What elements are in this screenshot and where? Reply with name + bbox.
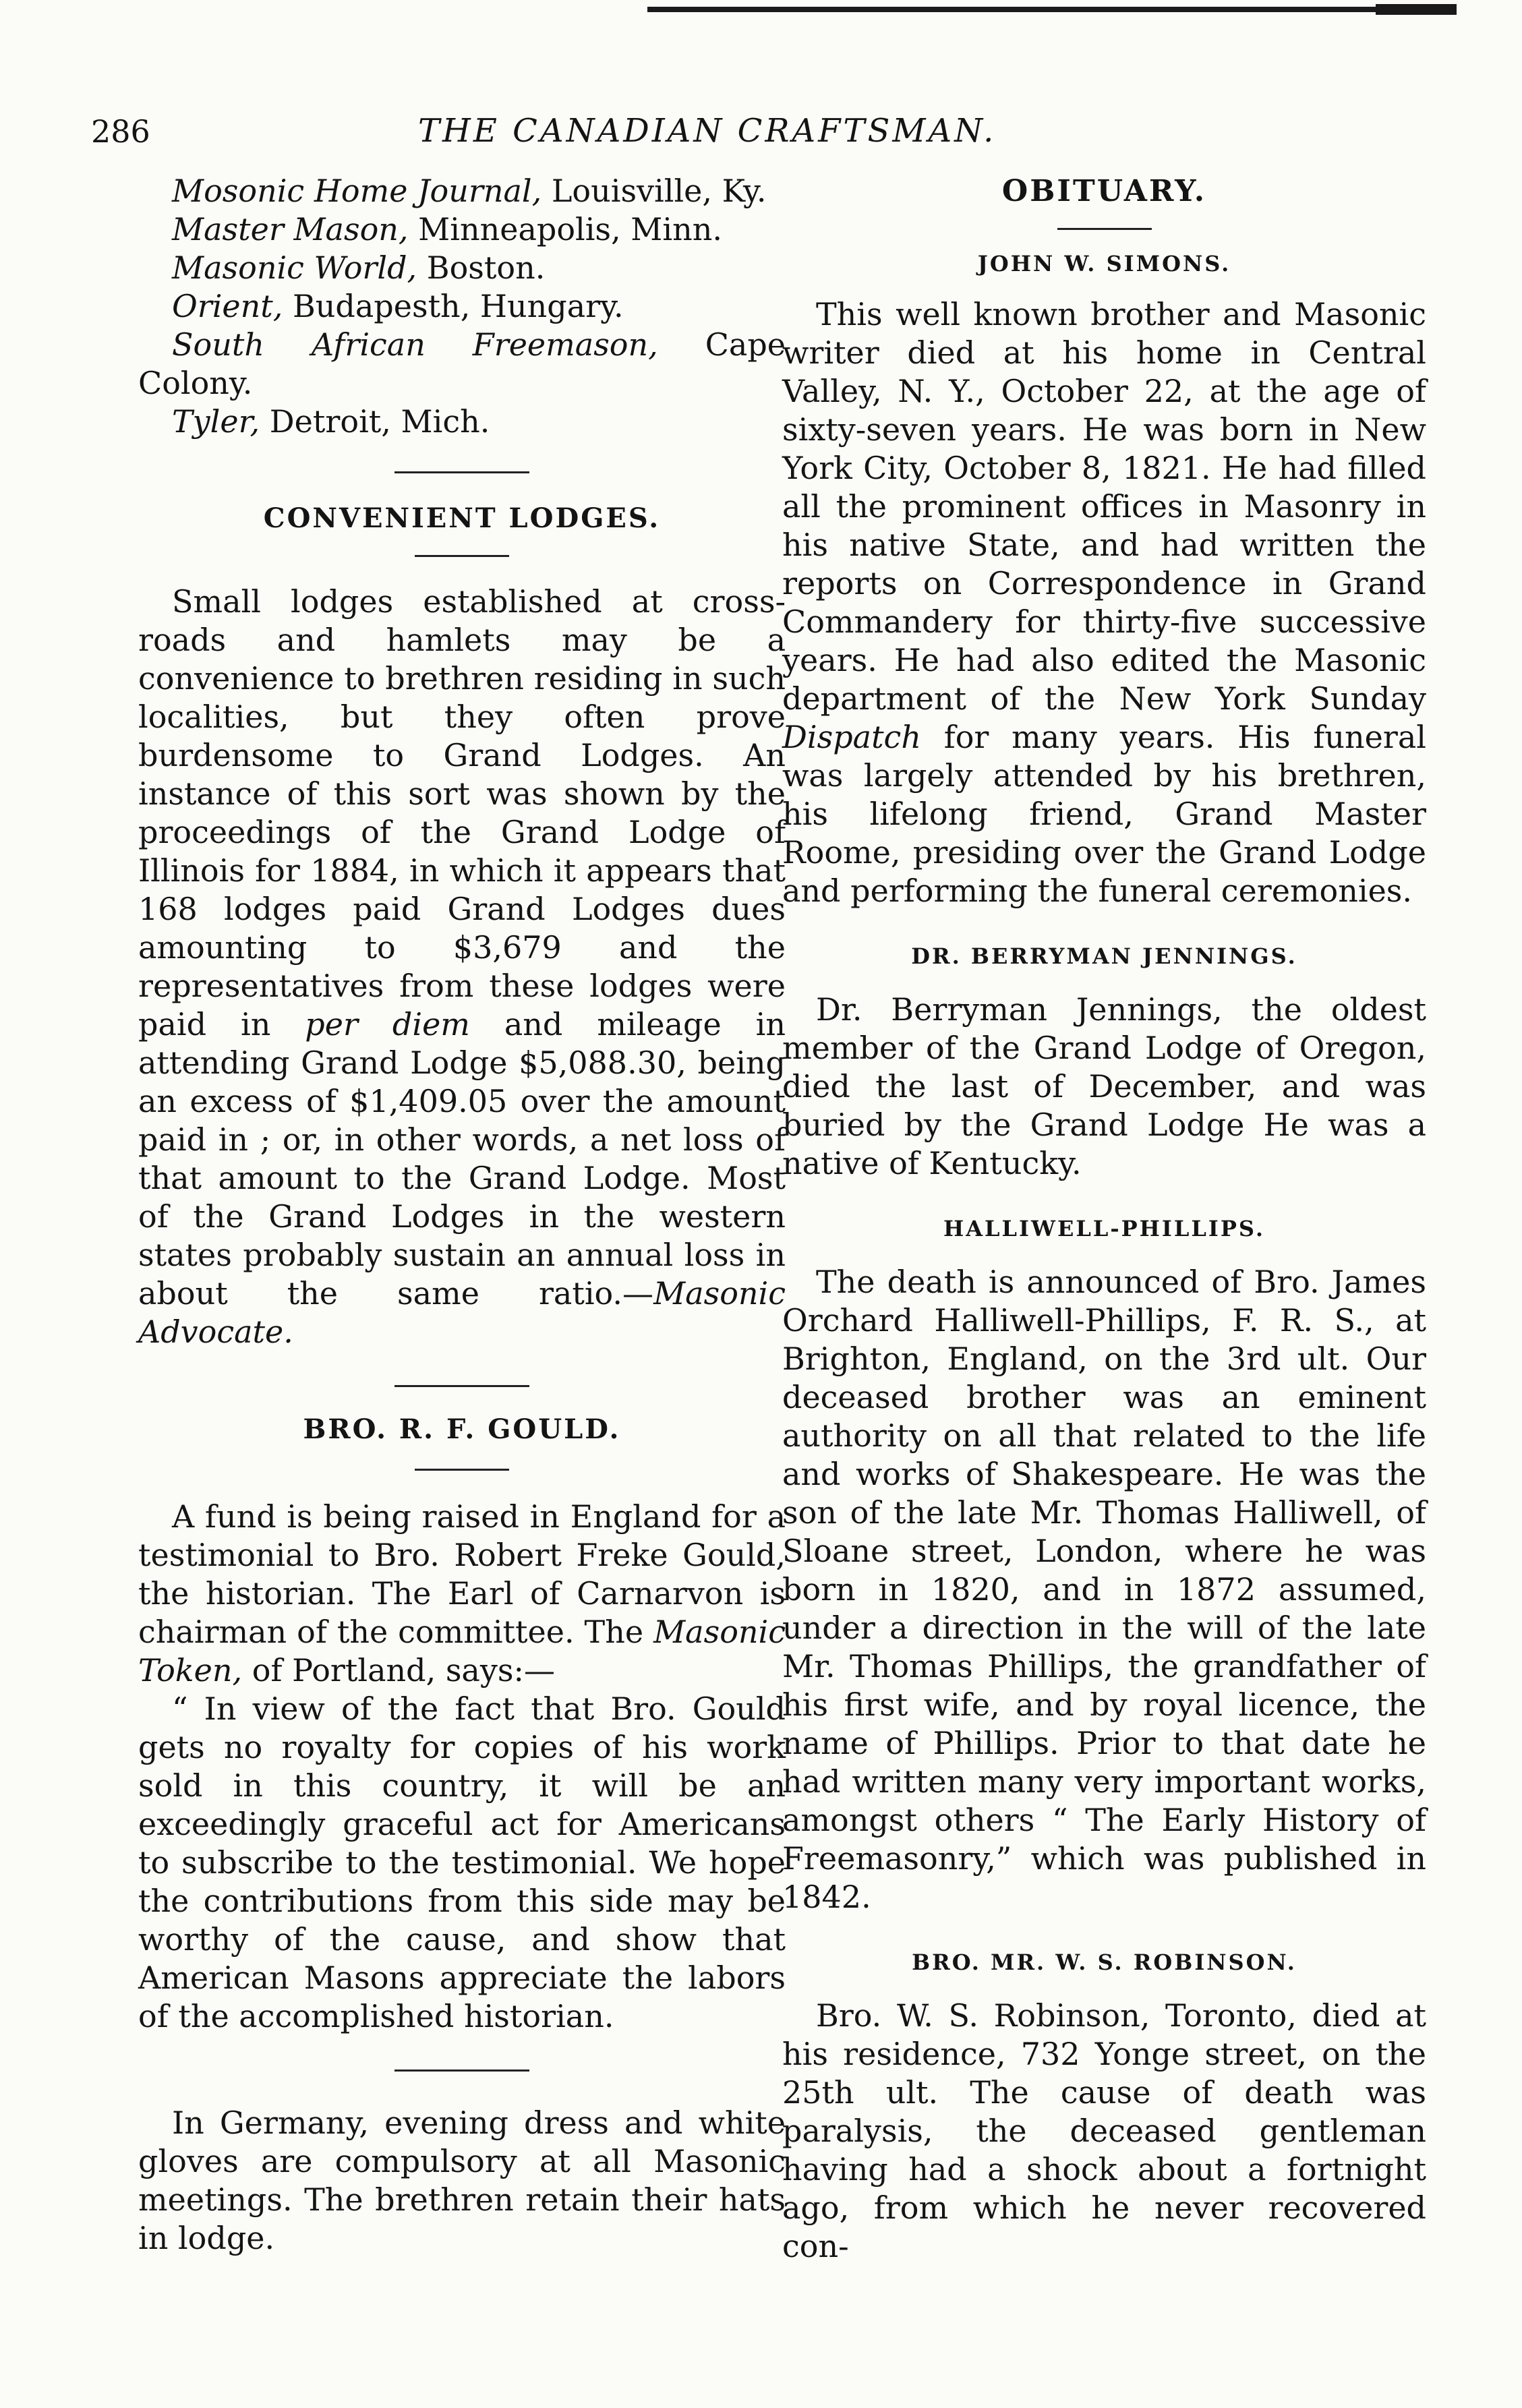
simons-body: This well known brother and Masonic writer died at his home in Central Valley, N. Y., October 22, at the age of sixty-seven years. He was born in New York City, October 8, 1821. He had filled all the prominent offices in Masonry in his native State, and had written the reports on Correspondence in Grand Commandery for thirty-five successive years. He had also edited the Masonic department of the New York Sunday Dispatch for many years. His funeral was largely attended by his brethren, his lifelong friend, Grand Master Roome, presiding over the Grand Lodge and performing the funeral ceremonies. bbox=[782, 296, 1426, 909]
exchange-list bbox=[138, 172, 786, 441]
gould-quote: “ In view of the fact that Bro. Gould gets no royalty for copies of his work sold in this country, it will be an exceedingly graceful act for Americans to subscribe to the testimonial. We hope the contributions from this side may be worthy of the cause, and show that American Masons appreciate the labors of the accomplished historian. bbox=[138, 1691, 786, 2034]
page-number: 286 bbox=[91, 113, 150, 150]
heading-rule bbox=[415, 555, 509, 557]
jennings-heading: DR. BERRYMAN JENNINGS. bbox=[911, 943, 1297, 969]
heading-rule bbox=[415, 1469, 509, 1471]
gould-body: A fund is being raised in England for a testimonial to Bro. Robert Freke Gould, the historian. The Earl of Carnarvon is chairman of the committee. The Masonic Token, of Portland, says:— bbox=[138, 1498, 786, 1688]
obituary-heading: OBITUARY. bbox=[1001, 174, 1207, 208]
top-rule bbox=[647, 7, 1457, 12]
right-column bbox=[782, 172, 1426, 2266]
section-rule bbox=[394, 471, 529, 473]
simons-heading: JOHN W. SIMONS. bbox=[977, 251, 1231, 276]
section-rule bbox=[394, 1385, 529, 1387]
journal-title: THE CANADIAN CRAFTSMAN. bbox=[418, 112, 997, 150]
list-item: Mosonic Home Journal, Louisville, Ky. bbox=[172, 173, 767, 209]
halliwell-body: The death is announced of Bro. James Orchard Halliwell-Phillips, F. R. S., at Brighton, England, on the 3rd ult. Our deceased brother was an eminent authority on all that related to the life and works of Shakespeare. He was the son of the late Mr. Thomas Halliwell, of Sloane street, London, where he was born in 1820, and in 1872 assumed, under a direction in the will of the late Mr. Thomas Phillips, the grandfather of his first wife, and by royal licence, the name of Phillips. Prior to that date he had written many very important works, amongst others “ The Early History of Freemasonry,” which was published in 1842. bbox=[782, 1264, 1426, 1915]
left-column bbox=[138, 172, 786, 2258]
convenient-lodges-heading: CONVENIENT LODGES. bbox=[263, 502, 661, 534]
heading-rule bbox=[1057, 228, 1152, 230]
gould-heading: BRO. R. F. GOULD. bbox=[303, 1413, 621, 1445]
list-item: South African Freemason, Cape Colony. bbox=[138, 326, 786, 401]
list-item: Tyler, Detroit, Mich. bbox=[172, 403, 490, 440]
jennings-body: Dr. Berryman Jennings, the oldest member of the Grand Lodge of Oregon, died the last of December, and was buried by the Grand Lodge He was a native of Kentucky. bbox=[782, 991, 1426, 1181]
running-head bbox=[0, 101, 1522, 162]
convenient-lodges-body: Small lodges established at cross-roads and hamlets may be a convenience to brethren residing in such localities, but they often prove burdensome to Grand Lodges. An instance of this sort was shown by the proceedings of the Grand Lodge of Illinois for 1884, in which it appears that 168 lodges paid Grand Lodges dues amounting to $3,679 and the representatives from these lodges were paid in per diem and mileage in attending Grand Lodge $5,088.30, being an excess of $1,409.05 over the amount paid in ; or, in other words, a net loss of that amount to the Grand Lodge. Most of the Grand Lodges in the western states probably sustain an annual loss in about the same ratio.—Masonic Advocate. bbox=[138, 583, 786, 1350]
section-rule bbox=[394, 2069, 529, 2072]
halliwell-heading: HALLIWELL-PHILLIPS. bbox=[943, 1216, 1266, 1241]
robinson-heading: BRO. MR. W. S. ROBINSON. bbox=[912, 1949, 1297, 1975]
top-rule-tip bbox=[1376, 4, 1457, 15]
list-item: Masonic World, Boston. bbox=[172, 249, 546, 286]
robinson-body: Bro. W. S. Robinson, Toronto, died at his residence, 732 Yonge street, on the 25th ult. The cause of death was paralysis, the deceased gentleman having had a shock about a fortnight ago, from which he never recovered con- bbox=[782, 1997, 1426, 2264]
list-item: Orient, Budapesth, Hungary. bbox=[172, 288, 624, 324]
germany-body: In Germany, evening dress and white gloves are compulsory at all Masonic meetings. The brethren retain their hats in lodge. bbox=[138, 2105, 786, 2256]
list-item: Master Mason, Minneapolis, Minn. bbox=[172, 211, 722, 247]
